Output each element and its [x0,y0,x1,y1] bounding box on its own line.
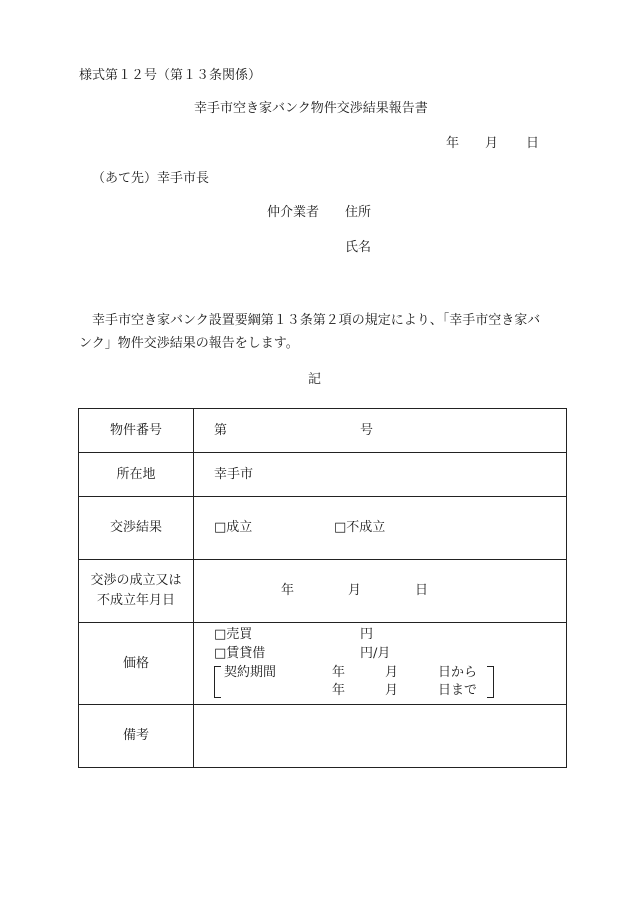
price-sale-option[interactable]: □売買 [214,627,253,642]
contract-from-month: 月 [385,665,399,680]
contract-from-day: 日から [438,665,478,680]
table-row-location [79,453,567,497]
result-date-month: 月 [348,583,362,598]
document-title: 幸手市空き家バンク物件交渉結果報告書 [194,101,428,116]
remarks-cell[interactable] [194,705,567,768]
result-date-day: 日 [415,583,429,598]
contract-to-year: 年 [332,683,346,698]
table-row-property-number [79,409,567,453]
contract-to-day: 日まで [438,683,478,698]
location-value: 幸手市 [214,467,254,482]
table-row-result [79,497,567,560]
date-day: 日 [526,136,540,151]
result-label: 交渉結果 [79,497,194,560]
form-number: 様式第１２号（第１３条関係） [79,68,262,83]
property-number-suffix: 号 [360,423,374,438]
ki-heading: 記 [308,372,322,387]
property-number-cell[interactable] [194,409,567,453]
contract-bracket-right [487,666,494,698]
price-sale-unit: 円 [360,627,374,642]
result-date-cell[interactable] [194,560,567,623]
addressee: （あて先）幸手市長 [92,171,210,186]
remarks-label: 備考 [79,705,194,768]
agent-label: 仲介業者 [267,205,320,220]
name-label: 氏名 [345,240,372,255]
price-rent-option[interactable]: □賃貸借 [214,646,266,661]
result-option-success[interactable]: □成立 [214,520,253,535]
contract-bracket-left [214,666,221,698]
location-label: 所在地 [79,453,194,497]
result-date-year: 年 [281,583,295,598]
price-rent-unit: 円/月 [360,646,391,661]
table-row-price [79,623,567,705]
result-date-label-line-1: 交渉の成立又は [90,573,182,588]
property-number-prefix: 第 [214,423,228,438]
report-table [78,408,567,768]
date-month: 月 [485,136,499,151]
price-cell [194,623,567,705]
contract-to-month: 月 [385,683,399,698]
result-date-label-line-2: 不成立年月日 [96,593,175,608]
body-text-line-2: ンク」物件交渉結果の報告をします。 [79,336,299,351]
property-number-label: 物件番号 [79,409,194,453]
date-year: 年 [446,136,460,151]
table-row-remarks [79,705,567,768]
location-cell[interactable] [194,453,567,497]
address-label: 住所 [345,205,372,220]
body-text-line-1: 幸手市空き家バンク設置要綱第１３条第２項の規定により、「幸手市空き家バ [92,313,541,328]
result-option-fail[interactable]: □不成立 [334,520,386,535]
contract-from-year: 年 [332,665,346,680]
result-cell [194,497,567,560]
price-label: 価格 [79,623,194,705]
contract-period-label: 契約期間 [224,665,277,680]
result-date-label [79,560,194,623]
table-row-result-date [79,560,567,623]
